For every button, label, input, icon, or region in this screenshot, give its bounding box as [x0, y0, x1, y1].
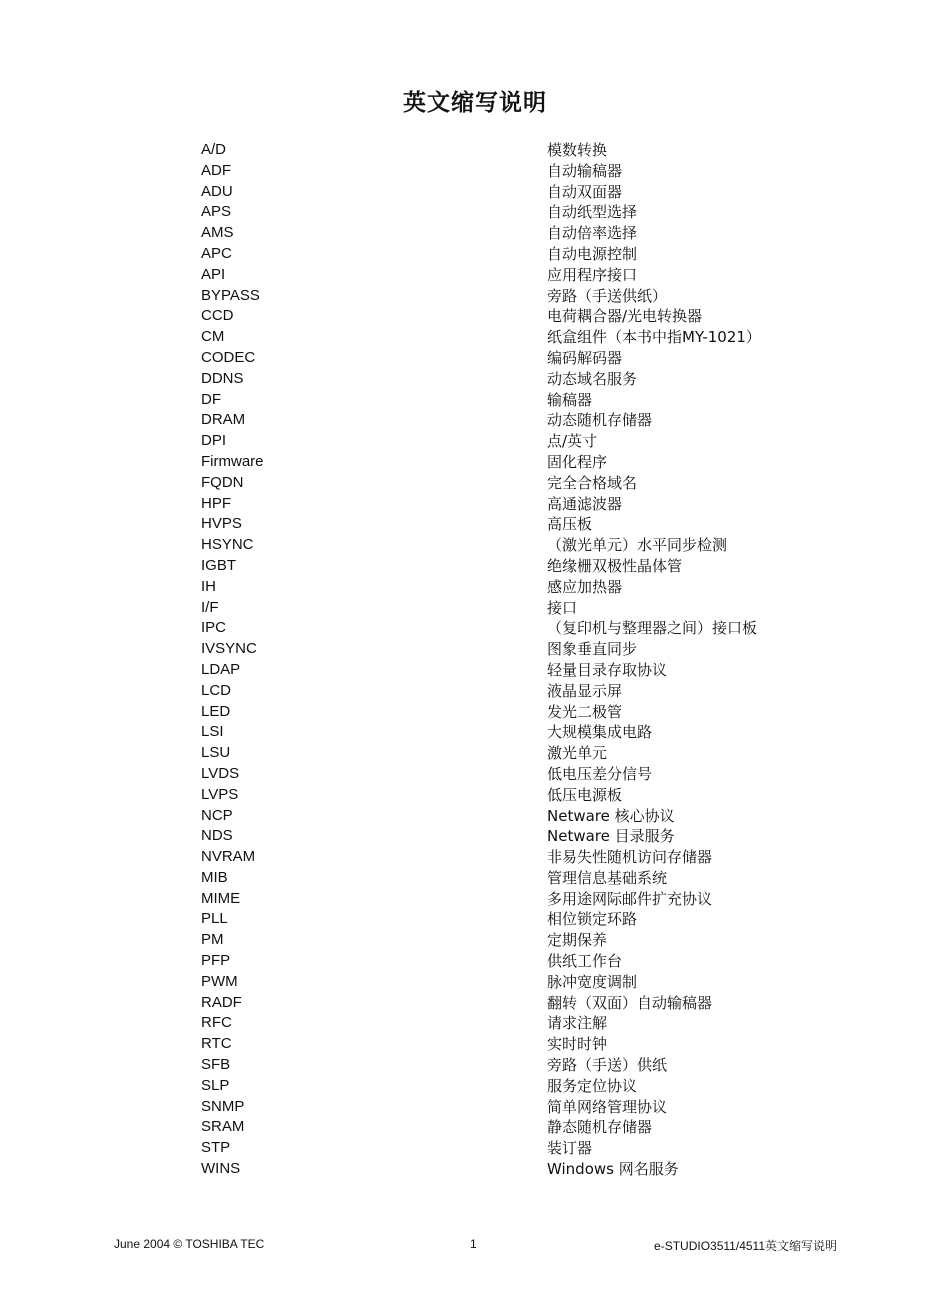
- abbreviation: CM: [201, 328, 225, 346]
- table-row: [201, 930, 841, 951]
- page-title: 英文缩写说明: [403, 90, 547, 116]
- table-row: [201, 598, 841, 619]
- abbreviation-meaning: 应用程序接口: [547, 265, 638, 284]
- abbreviation: LCD: [201, 681, 232, 699]
- abbreviation-meaning: 自动输稿器: [547, 161, 623, 180]
- abbreviation-meaning: 自动倍率选择: [547, 224, 638, 243]
- table-row: [201, 1097, 841, 1118]
- abbreviation-meaning: 自动电源控制: [547, 244, 638, 263]
- abbreviation: APC: [201, 244, 232, 262]
- footer-copyright: June 2004 © TOSHIBA TEC: [114, 1237, 265, 1251]
- abbreviation-meaning: 实时时钟: [547, 1035, 608, 1054]
- abbreviation: NCP: [201, 806, 233, 824]
- table-row: [201, 244, 841, 265]
- abbreviation: BYPASS: [201, 286, 260, 304]
- table-row: [201, 494, 841, 515]
- table-row: [201, 1013, 841, 1034]
- abbreviation-meaning: 自动纸型选择: [547, 203, 638, 222]
- table-row: [201, 868, 841, 889]
- abbreviation: WINS: [201, 1160, 241, 1178]
- table-row: [201, 847, 841, 868]
- abbreviation: PLL: [201, 910, 228, 928]
- abbreviation-meaning: 装订器: [547, 1139, 593, 1158]
- abbreviation-meaning: 液晶显示屏: [547, 681, 623, 700]
- abbreviation: A/D: [201, 141, 227, 158]
- table-row: [201, 1138, 841, 1159]
- abbreviation: SRAM: [201, 1118, 245, 1136]
- table-row: [201, 951, 841, 972]
- abbreviation-meaning: 静态随机存储器: [547, 1118, 653, 1137]
- abbreviation: RADF: [201, 993, 242, 1011]
- abbreviation: IVSYNC: [201, 640, 257, 658]
- table-row: [201, 431, 841, 452]
- abbreviation-meaning: 纸盒组件（本书中指MY-1021）: [547, 328, 761, 347]
- abbreviation: IH: [201, 577, 216, 595]
- table-row: [201, 889, 841, 910]
- footer-document-title: e-STUDIO3511/4511英文缩写说明: [654, 1239, 837, 1253]
- abbreviation-meaning: 图象垂直同步: [547, 640, 638, 659]
- abbreviation-meaning: 轻量目录存取协议: [547, 660, 668, 679]
- abbreviation: LVPS: [201, 785, 239, 803]
- abbreviation: SFB: [201, 1056, 231, 1074]
- abbreviation-meaning: 大规模集成电路: [547, 723, 653, 742]
- table-row: [201, 681, 841, 702]
- abbreviation: PM: [201, 931, 224, 949]
- abbreviation-meaning: 发光二极管: [547, 702, 623, 721]
- abbreviation-meaning: 高通滤波器: [547, 494, 623, 513]
- abbreviation: MIME: [201, 889, 241, 907]
- table-row: [201, 909, 841, 930]
- table-row: [201, 1117, 841, 1138]
- table-row: [201, 390, 841, 411]
- abbreviation-meaning: 点/英寸: [547, 432, 598, 451]
- abbreviation: ADF: [201, 161, 231, 179]
- table-row: [201, 327, 841, 348]
- table-row: [201, 743, 841, 764]
- table-row: [201, 348, 841, 369]
- abbreviation: CODEC: [201, 348, 256, 366]
- table-row: [201, 182, 841, 203]
- abbreviation-meaning: 输稿器: [547, 390, 593, 409]
- abbreviation: HSYNC: [201, 536, 254, 554]
- table-row: [201, 535, 841, 556]
- table-row: [201, 452, 841, 473]
- abbreviation-meaning: 多用途网际邮件扩充协议: [547, 889, 713, 908]
- table-row: [201, 410, 841, 431]
- table-row: [201, 660, 841, 681]
- abbreviation: NVRAM: [201, 848, 256, 866]
- table-row: [201, 1055, 841, 1076]
- abbreviation: IGBT: [201, 556, 237, 574]
- abbreviation-meaning: 供纸工作台: [547, 952, 623, 971]
- footer-page-number: 1: [470, 1237, 477, 1251]
- abbreviation-meaning: 简单网络管理协议: [547, 1097, 668, 1116]
- abbreviation-table: [201, 140, 841, 1180]
- abbreviation-meaning: 接口: [547, 598, 578, 617]
- abbreviation: LDAP: [201, 660, 241, 678]
- abbreviation: API: [201, 265, 226, 283]
- abbreviation: Firmware: [201, 452, 264, 470]
- abbreviation: PWM: [201, 972, 238, 990]
- table-row: [201, 618, 841, 639]
- abbreviation: IPC: [201, 619, 227, 637]
- abbreviation-meaning: 激光单元: [547, 744, 608, 763]
- abbreviation-meaning: Windows 网名服务: [547, 1160, 679, 1179]
- abbreviation: I/F: [201, 598, 219, 616]
- table-row: [201, 1034, 841, 1055]
- abbreviation: ADU: [201, 182, 233, 200]
- abbreviation: CCD: [201, 307, 234, 325]
- abbreviation: PFP: [201, 952, 231, 970]
- abbreviation-meaning: 低电压差分信号: [547, 764, 653, 783]
- abbreviation: HPF: [201, 494, 231, 512]
- table-row: [201, 806, 841, 827]
- table-row: [201, 223, 841, 244]
- table-row: [201, 764, 841, 785]
- table-row: [201, 702, 841, 723]
- abbreviation-meaning: 高压板: [547, 515, 593, 534]
- abbreviation: DPI: [201, 432, 227, 450]
- abbreviation: DF: [201, 390, 221, 408]
- abbreviation: FQDN: [201, 473, 244, 491]
- abbreviation: AMS: [201, 224, 234, 242]
- abbreviation-meaning: 非易失性随机访问存储器: [547, 848, 713, 867]
- table-row: [201, 202, 841, 223]
- abbreviation: RFC: [201, 1014, 232, 1032]
- abbreviation-meaning: 请求注解: [547, 1014, 608, 1033]
- table-row: [201, 161, 841, 182]
- abbreviation: SNMP: [201, 1097, 245, 1115]
- table-row: [201, 785, 841, 806]
- abbreviation: HVPS: [201, 515, 242, 533]
- abbreviation: LED: [201, 702, 231, 720]
- abbreviation: LSI: [201, 723, 224, 741]
- abbreviation-meaning: 动态随机存储器: [547, 411, 653, 430]
- abbreviation-meaning: 自动双面器: [547, 182, 623, 201]
- table-row: [201, 826, 841, 847]
- table-row: [201, 1076, 841, 1097]
- abbreviation-meaning: 绝缘栅双极性晶体管: [547, 556, 683, 575]
- table-row: [201, 265, 841, 286]
- table-row: [201, 286, 841, 307]
- abbreviation-meaning: 动态域名服务: [547, 369, 638, 388]
- abbreviation: RTC: [201, 1035, 232, 1053]
- abbreviation: LSU: [201, 744, 231, 762]
- table-row: [201, 556, 841, 577]
- table-row: [201, 514, 841, 535]
- abbreviation: APS: [201, 203, 232, 221]
- abbreviation: DRAM: [201, 411, 246, 429]
- abbreviation-meaning: 旁路（手送）供纸: [547, 1056, 668, 1075]
- abbreviation-meaning: 编码解码器: [547, 348, 623, 367]
- abbreviation-meaning: 模数转换: [547, 141, 608, 159]
- abbreviation-meaning: 管理信息基础系统: [547, 868, 668, 887]
- abbreviation-meaning: Netware 目录服务: [547, 827, 675, 846]
- abbreviation-meaning: 服务定位协议: [547, 1076, 638, 1095]
- abbreviation-meaning: （复印机与整理器之间）接口板: [547, 619, 758, 638]
- abbreviation-meaning: 相位锁定环路: [547, 910, 638, 929]
- table-row: [201, 639, 841, 660]
- table-row: [201, 722, 841, 743]
- table-row: [201, 1159, 841, 1180]
- abbreviation-meaning: 感应加热器: [547, 577, 623, 596]
- abbreviation-meaning: 翻转（双面）自动输稿器: [547, 993, 713, 1012]
- abbreviation-meaning: 低压电源板: [547, 785, 623, 804]
- abbreviation: STP: [201, 1139, 231, 1157]
- abbreviation-meaning: Netware 核心协议: [547, 806, 675, 825]
- abbreviation: LVDS: [201, 764, 240, 782]
- abbreviation-meaning: 完全合格域名: [547, 473, 638, 492]
- abbreviation-meaning: 电荷耦合器/光电转换器: [547, 307, 703, 326]
- abbreviation: DDNS: [201, 369, 244, 387]
- table-row: [201, 577, 841, 598]
- table-row: [201, 369, 841, 390]
- abbreviation-meaning: 旁路（手送供纸）: [547, 286, 668, 305]
- abbreviation-meaning: 定期保养: [547, 931, 608, 950]
- abbreviation: SLP: [201, 1076, 230, 1094]
- table-row: [201, 473, 841, 494]
- table-row: [201, 972, 841, 993]
- abbreviation: NDS: [201, 827, 233, 845]
- abbreviation-meaning: 脉冲宽度调制: [547, 972, 638, 991]
- abbreviation-meaning: 固化程序: [547, 452, 608, 471]
- table-row: [201, 993, 841, 1014]
- abbreviation-meaning: （激光单元）水平同步检测: [547, 536, 728, 555]
- abbreviation: MIB: [201, 868, 228, 886]
- table-row: [201, 140, 841, 161]
- table-row: [201, 306, 841, 327]
